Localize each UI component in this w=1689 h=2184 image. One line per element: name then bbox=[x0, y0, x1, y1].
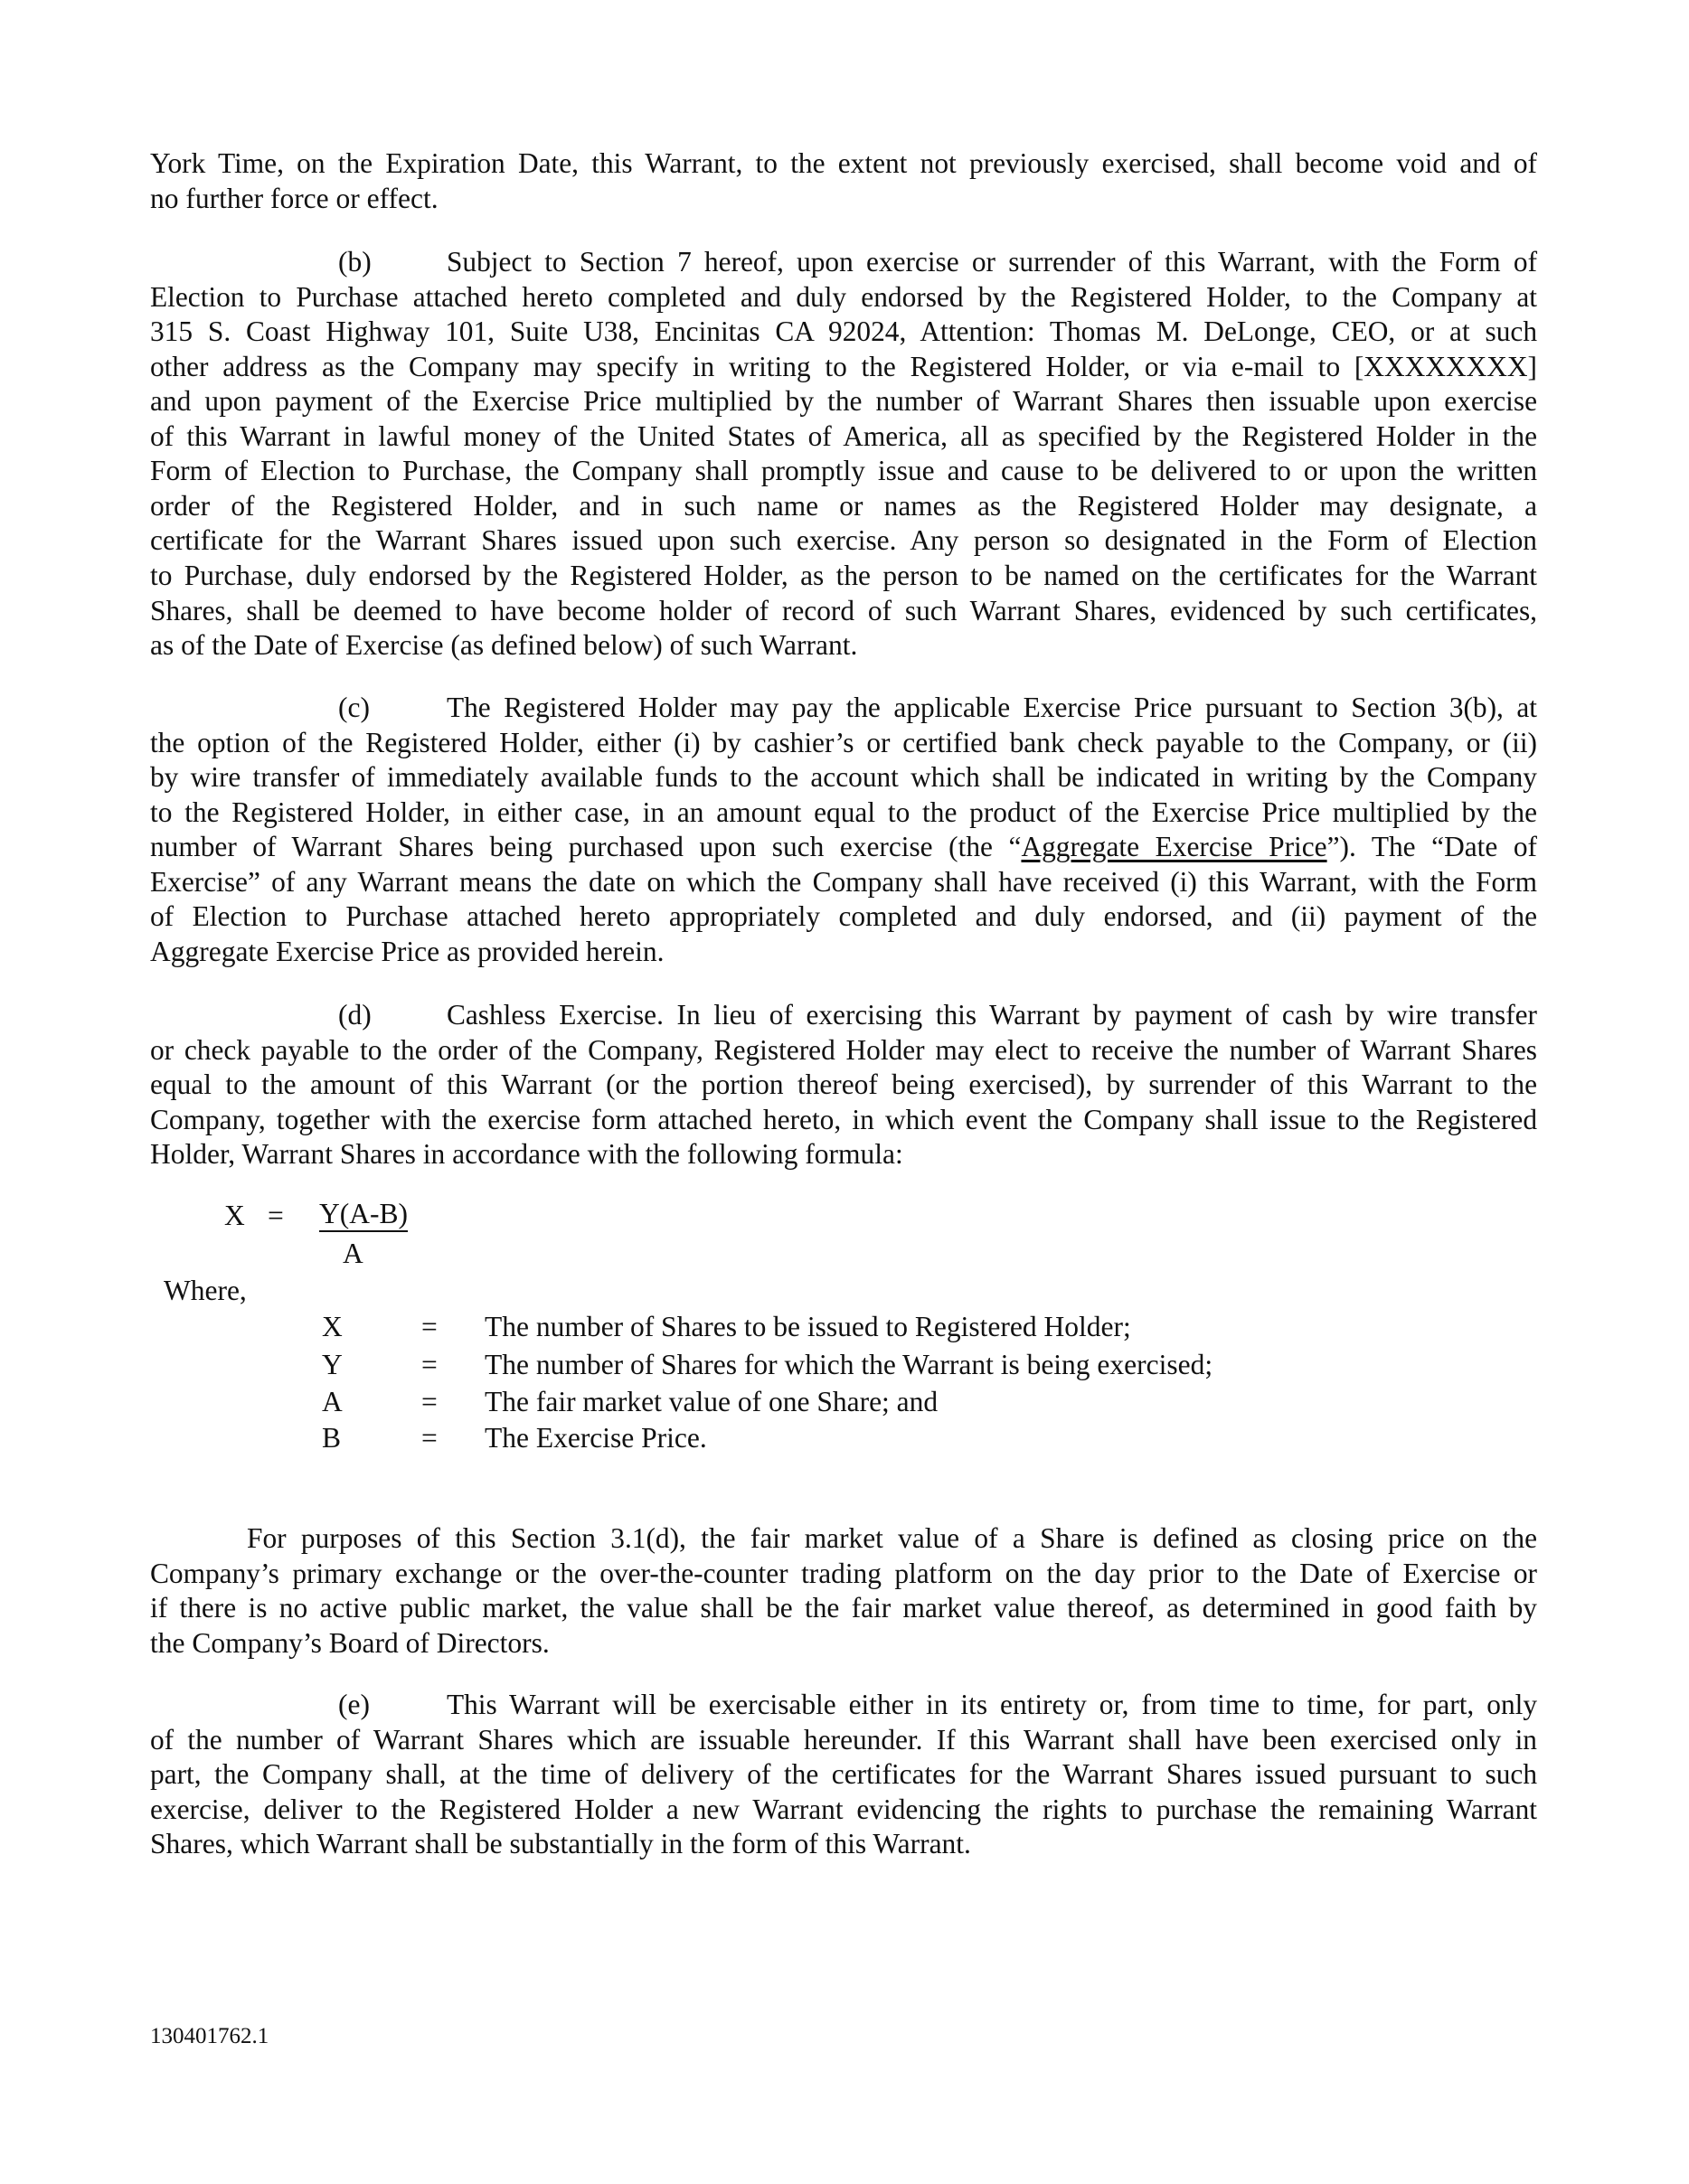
text-line bbox=[150, 559, 1537, 593]
text-segment: Election to Purchase attached hereto completed and duly endorsed by the Registered Holder, to the Company at bbox=[150, 280, 1537, 313]
definition-equals: = bbox=[421, 1349, 438, 1380]
text-line bbox=[150, 454, 1537, 488]
text-segment: Form of Election to Purchase, the Company shall promptly issue and cause to be delivered to or upon the written bbox=[150, 455, 1537, 487]
text-segment: the Company’s Board of Directors. bbox=[150, 1626, 550, 1659]
definition-text: The Exercise Price. bbox=[485, 1422, 707, 1454]
text-segment: Shares, which Warrant shall be substantially in the form of this Warrant. bbox=[150, 1828, 971, 1860]
text-segment: York Time, on the Expiration Date, this Warrant, to the extent not previously exercised, shall become void and of bbox=[150, 147, 1537, 179]
text-segment: Exercise” of any Warrant means the date on which the Company shall have received (i) this Warrant, with the Form bbox=[150, 865, 1537, 898]
definition-text: The number of Shares to be issued to Registered Holder; bbox=[485, 1311, 1131, 1342]
definition-text: The number of Shares for which the Warrant is being exercised; bbox=[485, 1349, 1213, 1380]
text-line bbox=[150, 628, 1537, 663]
text-segment: by wire transfer of immediately available funds to the account which shall be indicated in writing by the Company bbox=[150, 761, 1537, 794]
text-line bbox=[447, 691, 1537, 725]
text-segment: of Election to Purchase attached hereto appropriately completed and duly endorsed, and (ii) payment of the bbox=[150, 900, 1537, 933]
text-segment: ”). The “Date of bbox=[1326, 831, 1538, 863]
text-segment: 315 S. Coast Highway 101, Suite U38, Encinitas CA 92024, Attention: Thomas M. DeLonge, CEO, or at such bbox=[150, 315, 1537, 348]
text-line bbox=[150, 935, 1537, 969]
text-line bbox=[150, 795, 1537, 830]
text-segment: if there is no active public market, the value shall be the fair market value thereof, as determined in good faith by bbox=[150, 1592, 1537, 1624]
formula-numerator: Y(A-B) bbox=[319, 1199, 408, 1232]
paragraph-label: (d) bbox=[338, 999, 372, 1031]
formula-denominator: A bbox=[343, 1238, 363, 1269]
text-line bbox=[150, 1827, 1537, 1861]
text-segment: as of the Date of Exercise (as defined below) of such Warrant. bbox=[150, 629, 858, 662]
text-segment: of this Warrant in lawful money of the United States of America, all as specified by the Registered Holder in the bbox=[150, 419, 1537, 452]
text-segment: to the Registered Holder, in either case, in an amount equal to the product of the Exercise Price multiplied by the bbox=[150, 795, 1537, 828]
formula-where: Where, bbox=[164, 1275, 247, 1306]
text-line bbox=[447, 245, 1537, 279]
text-line bbox=[150, 182, 1537, 216]
text-segment: exercise, deliver to the Registered Holder a new Warrant evidencing the rights to purchase the remaining Warrant bbox=[150, 1793, 1537, 1825]
text-segment: Shares, shall be deemed to have become holder of record of such Warrant Shares, evidenced by such certificates, bbox=[150, 594, 1537, 626]
text-line bbox=[150, 1103, 1537, 1137]
text-segment: Holder, Warrant Shares in accordance with the following formula: bbox=[150, 1138, 903, 1171]
text-line bbox=[150, 830, 1537, 864]
text-segment: or check payable to the order of the Company, Registered Holder may elect to receive the number of Warrant Shares bbox=[150, 1033, 1537, 1066]
text-segment: Company, together with the exercise form attached hereto, in which event the Company shall issue to the Registered bbox=[150, 1103, 1537, 1135]
text-line bbox=[150, 594, 1537, 628]
text-line bbox=[150, 146, 1537, 181]
text-line bbox=[150, 726, 1537, 760]
text-segment: Subject to Section 7 hereof, upon exercise or surrender of this Warrant, with the Form of bbox=[447, 246, 1537, 278]
text-segment: part, the Company shall, at the time of delivery of the certificates for the Warrant Shares issued pursuant to such bbox=[150, 1758, 1537, 1791]
definition-equals: = bbox=[421, 1311, 438, 1342]
definition-symbol: Y bbox=[322, 1349, 343, 1380]
text-line bbox=[150, 1033, 1537, 1068]
text-segment: order of the Registered Holder, and in such name or names as the Registered Holder may designate, a bbox=[150, 489, 1537, 522]
text-segment: the option of the Registered Holder, either (i) by cashier’s or certified bank check payable to the Company, or (ii) bbox=[150, 726, 1537, 758]
formula-equals: = bbox=[268, 1200, 284, 1231]
text-line bbox=[150, 523, 1537, 558]
text-line bbox=[150, 489, 1537, 523]
formula-lhs: X bbox=[224, 1200, 245, 1231]
text-segment: This Warrant will be exercisable either in its entirety or, from time to time, for part, only bbox=[447, 1689, 1537, 1720]
definition-symbol: B bbox=[322, 1422, 342, 1454]
text-line bbox=[150, 1137, 1537, 1172]
text-line bbox=[150, 280, 1537, 315]
text-line bbox=[150, 1626, 1537, 1661]
text-line bbox=[150, 350, 1537, 384]
text-line bbox=[447, 1688, 1537, 1722]
defined-term: Aggregate Exercise Price bbox=[1021, 831, 1327, 863]
text-line bbox=[150, 1793, 1537, 1827]
text-line bbox=[150, 419, 1537, 454]
text-line bbox=[447, 998, 1537, 1032]
text-line bbox=[150, 899, 1537, 934]
paragraph-label: (c) bbox=[338, 692, 370, 723]
paragraph-label: (e) bbox=[338, 1689, 370, 1720]
text-line bbox=[150, 1557, 1537, 1591]
text-segment: Aggregate Exercise Price as provided herein. bbox=[150, 935, 665, 967]
text-segment: other address as the Company may specify in writing to the Registered Holder, or via e-mail to [XXXXXXXX] bbox=[150, 350, 1537, 382]
text-segment: to Purchase, duly endorsed by the Registered Holder, as the person to be named on the certificates for the Warrant bbox=[150, 559, 1537, 591]
text-line bbox=[150, 1723, 1537, 1757]
document-id: 130401762.1 bbox=[150, 2024, 269, 2048]
text-segment: equal to the amount of this Warrant (or the portion thereof being exercised), by surrender of this Warrant to the bbox=[150, 1068, 1537, 1101]
definition-equals: = bbox=[421, 1422, 438, 1454]
text-segment: of the number of Warrant Shares which are issuable hereunder. If this Warrant shall have been exercised only in bbox=[150, 1723, 1537, 1756]
text-line bbox=[150, 315, 1537, 349]
text-segment: and upon payment of the Exercise Price multiplied by the number of Warrant Shares then issuable upon exercise bbox=[150, 385, 1537, 418]
text-segment: number of Warrant Shares being purchased upon such exercise (the “ bbox=[150, 831, 1022, 863]
text-segment: certificate for the Warrant Shares issued upon such exercise. Any person so designated in the Form of Election bbox=[150, 524, 1537, 557]
definition-text: The fair market value of one Share; and bbox=[485, 1386, 939, 1417]
definition-symbol: X bbox=[322, 1311, 343, 1342]
text-line bbox=[150, 1068, 1537, 1102]
text-segment: Cashless Exercise. In lieu of exercising this Warrant by payment of cash by wire transfer bbox=[447, 999, 1537, 1031]
text-line bbox=[150, 384, 1537, 419]
text-line bbox=[150, 1757, 1537, 1792]
paragraph-label: (b) bbox=[338, 246, 372, 278]
text-line bbox=[247, 1521, 1537, 1556]
text-line bbox=[150, 865, 1537, 899]
definition-equals: = bbox=[421, 1386, 438, 1417]
text-segment: no further force or effect. bbox=[150, 182, 439, 214]
text-segment: Company’s primary exchange or the over-the-counter trading platform on the day prior to the Date of Exercise or bbox=[150, 1557, 1537, 1589]
text-line bbox=[150, 760, 1537, 795]
text-line bbox=[150, 1591, 1537, 1625]
text-segment: For purposes of this Section 3.1(d), the fair market value of a Share is defined as closing price on the bbox=[247, 1522, 1537, 1554]
text-segment: The Registered Holder may pay the applicable Exercise Price pursuant to Section 3(b), at bbox=[447, 692, 1537, 723]
definition-symbol: A bbox=[322, 1386, 343, 1417]
